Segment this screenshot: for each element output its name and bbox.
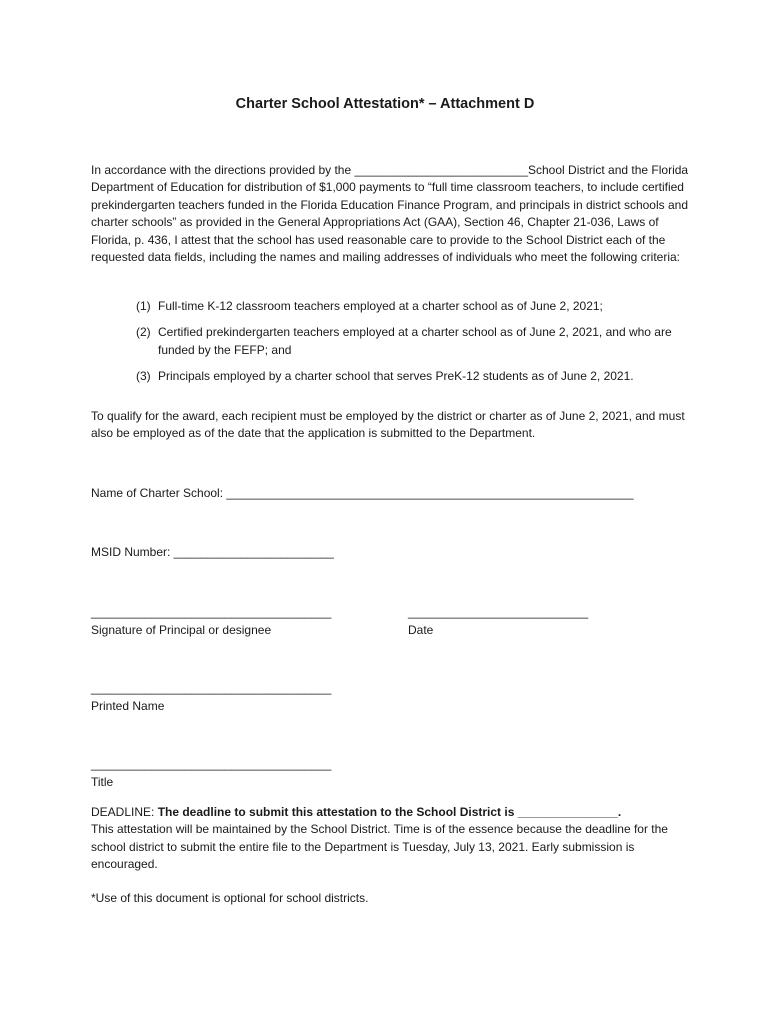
qualify-paragraph: To qualify for the award, each recipient must be employed by the district or charter as of June 2, 2021, and must also be employed as of the date that the application is submitted to the Department.: [91, 409, 685, 441]
document-title: Charter School Attestation* – Attachment D: [235, 96, 535, 112]
title-line: ____________________________________: [91, 757, 332, 771]
list-item: [136, 298, 696, 315]
criteria-list: [136, 298, 696, 395]
title-label: Title: [91, 775, 114, 789]
deadline-paragraph: [91, 804, 691, 874]
date-label: Date: [408, 623, 434, 637]
list-item-text: Principals employed by a charter school that serves PreK-12 students as of June 2, 2021.: [158, 369, 634, 384]
charter-school-name-field: Name of Charter School: _____________________________________________________________: [91, 486, 634, 500]
deadline-details: This attestation will be maintained by the School District. Time is of the essence because the deadline for the school district to submit the entire file to the Department is Tuesday, July 13, 2021. Early submission is encouraged.: [91, 822, 668, 872]
list-item: [136, 324, 696, 359]
printed-name-line: ____________________________________: [91, 681, 332, 695]
msid-number-field: MSID Number: ________________________: [91, 545, 334, 559]
list-item-text: Full-time K-12 classroom teachers employed at a charter school as of June 2, 2021;: [158, 299, 603, 313]
signature-label: Signature of Principal or designee: [91, 623, 272, 637]
intro-paragraph: In accordance with the directions provided by the __________________________School District and the Florida Department of Education for distribution of $1,000 payments to “full time classroom teachers, to include certified prekindergarten teachers funded in the Florida Education Finance Program, and principals in district schools and charter schools” as provided in the General Appropriations Act (GAA), Section 46, Chapter 21-036, Laws of Florida, p. 436, I attest that the school has used reasonable care to provide to the School District each of the requested data fields, including the names and mailing addresses of individuals who meet the following criteria:: [91, 163, 689, 265]
printed-name-label: Printed Name: [91, 699, 165, 713]
footnote: *Use of this document is optional for school districts.: [91, 891, 369, 905]
deadline-statement: The deadline to submit this attestation to the School District is _______________.: [157, 805, 622, 819]
list-item-number: (2): [136, 325, 151, 340]
deadline-prefix: DEADLINE:: [91, 805, 158, 819]
list-item-number: (3): [136, 369, 151, 384]
date-line: ___________________________: [408, 605, 589, 619]
list-item: [136, 368, 696, 385]
list-item-number: (1): [136, 299, 151, 313]
signature-line: ____________________________________: [91, 605, 332, 619]
list-item-text: Certified prekindergarten teachers employed at a charter school as of June 2, 2021, and who are funded by the FEFP; and: [158, 325, 672, 357]
